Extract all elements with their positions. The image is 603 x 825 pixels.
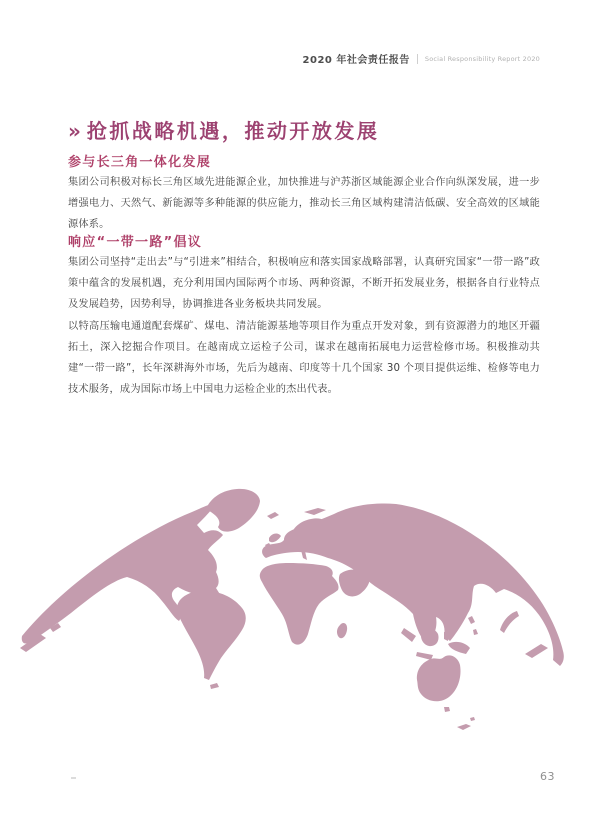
map-africa [260, 563, 339, 645]
map-southeast-asia [401, 628, 470, 660]
paragraph-yangtze: 集团公司积极对标长三角区域先进能源企业，加快推进与沪苏浙区域能源企业合作向纵深发展，进一步增强电力、天然气、新能源等多种能源的供应能力，推动长三角区域构建清洁低碳、安全高效的区域能源体系。 [68, 177, 540, 230]
map-new-zealand [457, 717, 475, 730]
chevron-marker-icon: » [68, 119, 81, 143]
page-header [303, 51, 540, 66]
paragraph-belt-road-1: 集团公司坚持“走出去”与“引进来”相结合，积极响应和落实国家战略部署，认真研究国家“一带一路”政策中蕴含的发展机遇，充分利用国内国际两个市场、两种资源，不断开拓发展业务，根据各自行业特点及发展趋势，因势利导，协调推进各业务板块共同发展。 [68, 257, 540, 310]
world-map-graphic [20, 486, 582, 748]
subsection-heading-belt-road: 响应“一带一路”倡议 [68, 235, 203, 250]
map-arabia [339, 570, 370, 597]
paragraph-belt-road-2: 以特高压输电通道配套煤矿、煤电、清洁能源基地等项目作为重点开发对象，到有资源潜力的地区开疆拓土，深入挖掘合作项目。在越南成立运检子公司，谋求在越南拓展电力运营检修市场。积极推动共建“一带一路”，长年深耕海外市场，先后为越南、印度等十几个国家 30 个项目提供运维、检修等电力技术服务，成为国际市场上中国电力运检企业的杰出代表。 [68, 321, 540, 395]
page-number: 63 [540, 770, 555, 783]
map-east-asia-islands [468, 611, 548, 658]
map-south-america [177, 591, 246, 689]
world-map-svg [20, 486, 582, 748]
header-divider [417, 54, 418, 64]
page-title [68, 115, 379, 144]
subsection-heading-yangtze: 参与长三角一体化发展 [68, 155, 212, 170]
fold-mark [71, 777, 76, 779]
report-title-en: Social Responsibility Report 2020 [424, 54, 540, 63]
map-greenland [206, 489, 260, 532]
page-title-text: 抢抓战略机遇，推动开放发展 [86, 119, 380, 143]
map-madagascar [337, 623, 347, 638]
map-australia [417, 655, 461, 712]
report-title-zh: 2020 年社会责任报告 [302, 55, 410, 66]
